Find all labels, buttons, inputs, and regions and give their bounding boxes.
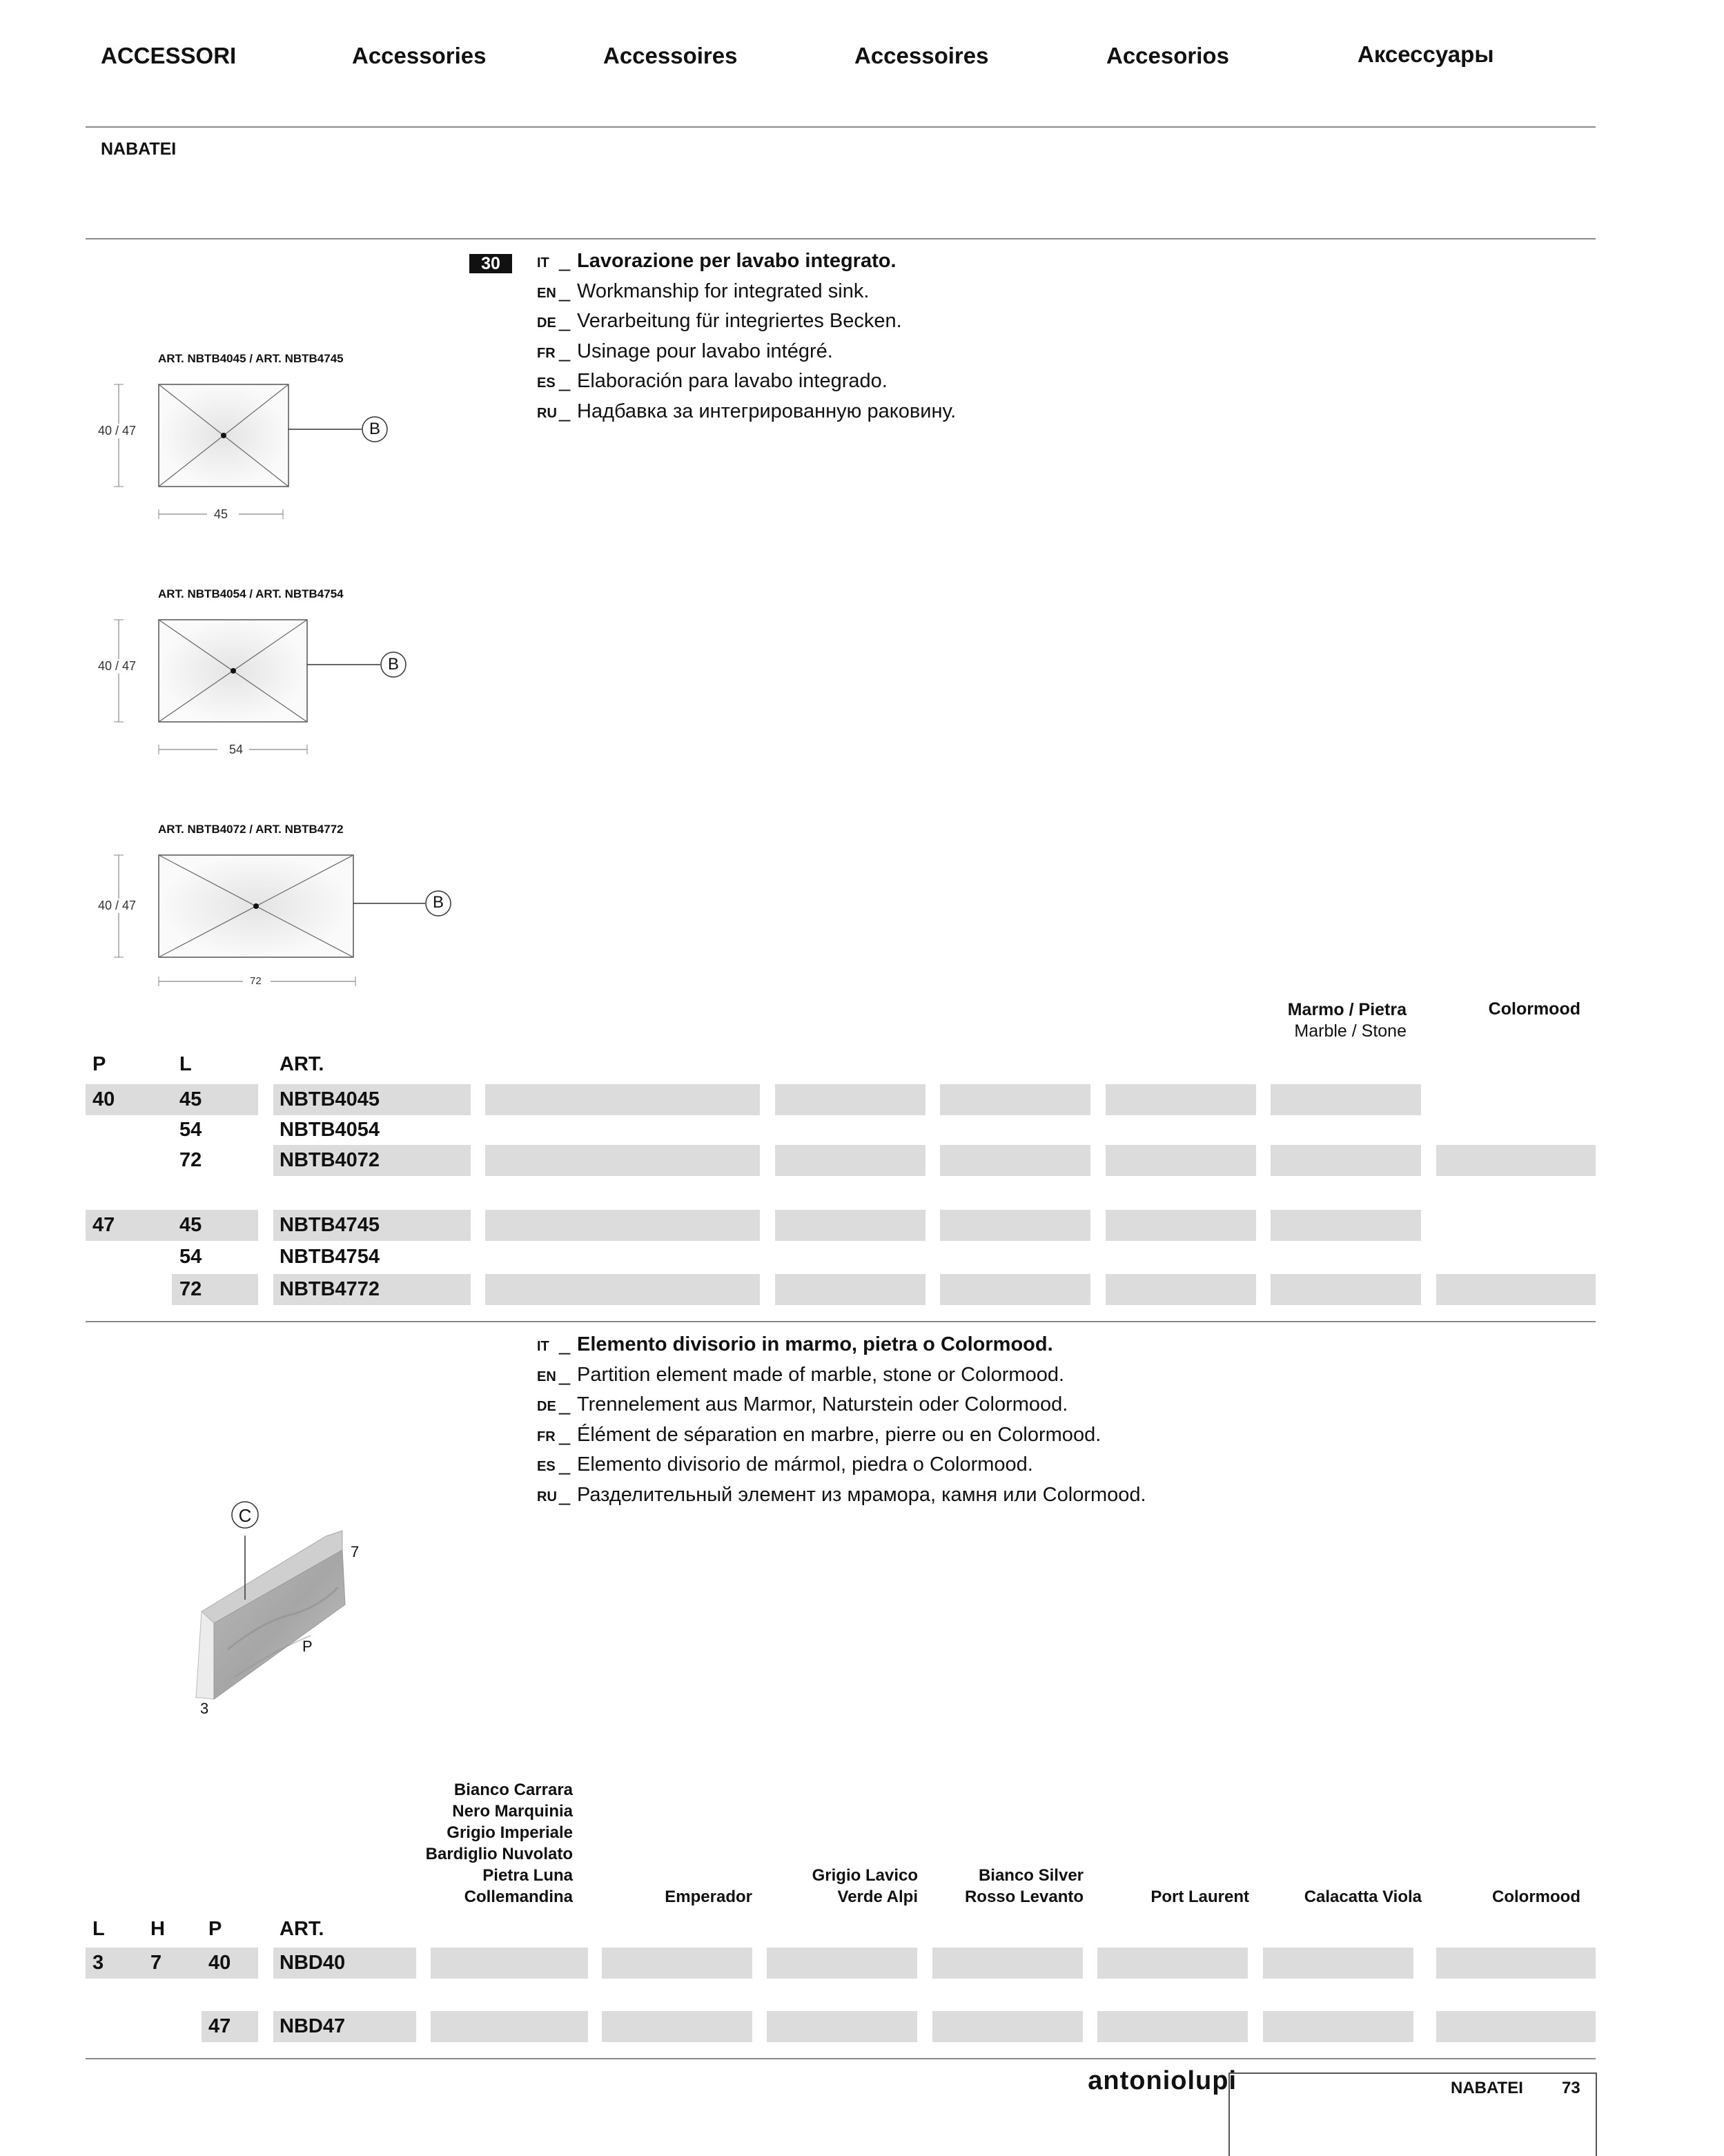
row-art: NBTB4772 [280,1278,380,1300]
width-dimension: 45 [214,507,228,521]
header-aksessuary-ru: Аксессуары [1358,41,1494,67]
series-title: NABATEI [101,139,177,159]
colormood-col-head: Colormood [1488,999,1580,1019]
row-l: 72 [179,1278,202,1300]
material-group-head: Bianco Carrara Nero Marquinia Grigio Imperiale Bardiglio Nuvolato Pietra Luna Collemandina [425,1781,573,1906]
divider [86,126,1596,128]
option-badge: 30 [469,254,512,273]
description-block: IT _ Elemento divisorio in marmo, pietra o Colormood. EN _ Partition element made of marble, stone or Colormood. DE _ Trennelement aus Marmor, Naturstein oder Colormood. FR _ Élément de séparation en marbre, pierre ou en Colormood. ES _ Elemento divisorio de mármol, piedra o Colormood. RU _ Разделительный элемент из мрамора, камня или Colormood. [537,1333,1146,1506]
header-accessori: ACCESSORI [101,43,237,68]
row-art: NBTB4745 [280,1214,380,1236]
description-block: IT _ Lavorazione per lavabo integrato. EN _ Workmanship for integrated sink. DE _ Verarbeitung für integriertes Becken. FR _ Usinage pour lavabo intégré. ES _ Elaboración para lavabo integrado. RU _ Надбавка за интегрированную раковину. [537,250,957,422]
drawing-art-label: ART. NBTB4072 / ART. NBTB4772 [158,823,344,836]
row-art: NBTB4054 [280,1119,380,1141]
col-head-p: P [92,1053,106,1075]
depth-dimension: P [302,1638,313,1655]
footer-series: NABATEI [1451,2079,1523,2097]
row-h: 7 [150,1952,162,1974]
drawing-art-label: ART. NBTB4045 / ART. NBTB4745 [158,352,344,365]
material-head-colormood: Colormood [1492,1888,1580,1906]
sink-plan-drawing [83,608,442,767]
row-l: 45 [179,1088,202,1110]
row-l: 45 [179,1214,202,1236]
width-dimension: 72 [250,975,262,987]
col-head-l: L [179,1053,192,1075]
header-accessoires-fr: Accessoires [854,43,989,68]
marble-stone-col-head: Marmo / Pietra Marble / Stone [1287,1000,1407,1041]
brand-logo: antoniolupi [1088,2066,1237,2095]
material-head-emperador: Emperador [665,1888,752,1906]
depth-dimension: 40 / 47 [98,424,137,438]
page-number: 73 [1562,2079,1580,2097]
row-p: 40 [208,1952,231,1974]
divider [86,2058,1596,2059]
row-art: NBD47 [280,2015,346,2037]
row-l: 72 [179,1149,202,1171]
marker-c: C [238,1505,252,1526]
row-l: 3 [92,1952,104,1974]
width-dimension: 54 [229,743,244,756]
row-art: NBTB4045 [280,1088,380,1110]
marker-b: B [387,655,399,674]
length-dimension: 3 [200,1700,209,1717]
row-art: NBTB4754 [280,1246,380,1268]
row-l: 54 [179,1119,202,1141]
col-head-h: H [150,1918,165,1940]
marker-b: B [432,893,444,912]
material-head-grigio-lavico: Grigio Lavico Verde Alpi [812,1866,918,1906]
divider [86,1321,1596,1322]
sink-plan-drawing [83,843,469,1002]
row-p: 40 [92,1088,115,1110]
col-head-l: L [92,1918,105,1940]
col-head-art: ART. [280,1053,324,1075]
partition-element-illustration [186,1498,380,1718]
row-l: 54 [179,1246,202,1268]
material-head-calacatta-viola: Calacatta Viola [1304,1888,1422,1906]
header-accessoires-de: Accessoires [603,43,738,68]
material-head-bianco-silver: Bianco Silver Rosso Levanto [964,1866,1084,1906]
drawing-art-label: ART. NBTB4054 / ART. NBTB4754 [158,587,344,600]
col-head-art: ART. [280,1918,324,1940]
depth-dimension: 40 / 47 [98,899,137,912]
row-art: NBD40 [280,1952,346,1974]
footer-box [1228,2072,1597,2156]
row-art: NBTB4072 [280,1149,380,1171]
col-head-p: P [208,1918,222,1940]
header-accesorios-es: Accesorios [1106,43,1229,68]
sink-plan-drawing [83,373,442,531]
depth-dimension: 40 / 47 [98,659,137,673]
divider [86,238,1596,239]
height-dimension: 7 [351,1543,360,1560]
row-p: 47 [208,2015,231,2037]
header-accessories-en: Accessories [352,43,487,68]
row-p: 47 [92,1214,115,1236]
material-head-port-laurent: Port Laurent [1150,1888,1249,1906]
marker-b: B [369,420,380,438]
